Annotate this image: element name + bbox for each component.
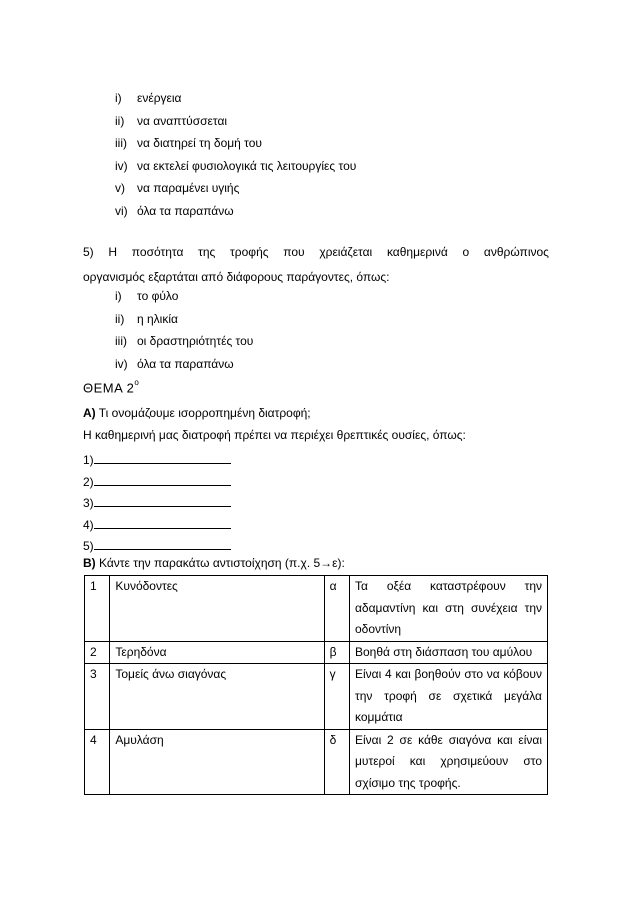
blank-number: 3) — [83, 496, 94, 511]
blank-number: 1) — [83, 453, 94, 467]
part-a-text: Τι ονομάζουμε ισορροπημένη διατροφή; — [98, 406, 311, 420]
table-row — [85, 664, 548, 730]
question-5-line-2: οργανισμός εξαρτάται από διάφορους παράγοντες, όπως: — [83, 270, 390, 284]
blank-answer-line — [83, 450, 231, 472]
question-word: καθημερινά — [386, 245, 448, 259]
heading-superscript: ο — [134, 378, 140, 387]
blank-answer-lines — [83, 450, 231, 558]
question-word: ο — [462, 245, 470, 259]
item-number: iv) — [115, 356, 128, 371]
row-letter: β — [324, 641, 349, 664]
question-word: ποσότητα — [131, 245, 184, 259]
row-description: Είναι 4 και βοηθούν στο να κόβουν την τροφή σε σχετικά μεγάλα κομμάτια — [349, 664, 547, 730]
item-text: οι δραστηριότητές του — [137, 334, 254, 349]
part-b-instruction — [83, 556, 345, 570]
item-number: iv) — [115, 158, 128, 173]
blank-number: 2) — [83, 474, 94, 489]
item-text: να παραμένει υγιής — [137, 181, 240, 196]
item-text: να διατηρεί τη δομή του — [137, 136, 262, 151]
item-number: vi) — [115, 203, 128, 218]
item-number: ii) — [115, 113, 125, 128]
item-text: ενέργεια — [137, 91, 182, 105]
row-letter: δ — [324, 729, 349, 795]
item-number: ii) — [115, 311, 125, 326]
row-number: 4 — [85, 729, 110, 795]
blank-underline — [94, 515, 231, 529]
question-word: τροφής — [230, 245, 269, 259]
item-text: το φύλο — [137, 289, 179, 303]
row-term: Αμυλάση — [110, 729, 324, 795]
part-b-label: Β) — [83, 556, 96, 570]
question-word: 5) — [83, 245, 94, 259]
row-letter: γ — [324, 664, 349, 730]
blank-underline — [94, 472, 231, 486]
question-word: της — [198, 245, 216, 259]
row-number: 3 — [85, 664, 110, 730]
row-term: Τερηδόνα — [110, 641, 324, 664]
question-word: Η — [108, 245, 118, 259]
blank-underline — [94, 493, 231, 507]
item-number: i) — [115, 91, 122, 105]
question-word: ανθρώπινος — [483, 245, 549, 259]
row-term: Κυνόδοντες — [110, 576, 324, 642]
blank-underline — [94, 450, 231, 464]
question-word: χρειάζεται — [319, 245, 373, 259]
row-number: 1 — [85, 576, 110, 642]
row-description: Είναι 2 σε κάθε σιαγόνα και είναι μυτεροί και χρησιμεύουν στο σχίσιμο της τροφής. — [349, 729, 547, 795]
row-number: 2 — [85, 641, 110, 664]
blank-number: 5) — [83, 539, 94, 554]
item-text: όλα τα παραπάνω — [137, 356, 234, 371]
matching-table — [84, 575, 548, 795]
item-text: η ηλικία — [137, 311, 178, 326]
nutrients-intro: Η καθημερινή μας διατροφή πρέπει να περιέχει θρεπτικές ουσίες, όπως: — [83, 428, 466, 442]
section-heading — [83, 380, 139, 395]
item-number: i) — [115, 289, 122, 303]
blank-answer-line — [83, 493, 231, 515]
table-row — [85, 641, 548, 664]
question-word: που — [283, 245, 305, 259]
item-text: να εκτελεί φυσιολογικά τις λειτουργίες του — [137, 158, 357, 173]
row-description: Τα οξέα καταστρέφουν την αδαμαντίνη και στη συνέχεια την οδοντίνη — [349, 576, 547, 642]
table-row — [85, 729, 548, 795]
part-a-question — [83, 406, 311, 420]
row-term: Τομείς άνω σιαγόνας — [110, 664, 324, 730]
part-a-label: Α) — [83, 406, 96, 420]
item-number: iii) — [115, 136, 127, 151]
blank-underline — [94, 536, 231, 550]
table-row — [85, 576, 548, 642]
heading-text: ΘΕΜΑ 2 — [83, 380, 135, 396]
item-text: όλα τα παραπάνω — [137, 203, 234, 218]
blank-number: 4) — [83, 517, 94, 532]
row-letter: α — [324, 576, 349, 642]
question-5-line-1 — [83, 240, 549, 265]
item-text: να αναπτύσσεται — [137, 113, 228, 128]
part-b-text: Κάντε την παρακάτω αντιστοίχηση (π.χ. 5→ε): — [99, 556, 345, 570]
blank-answer-line — [83, 536, 231, 558]
blank-answer-line — [83, 472, 231, 494]
question-5 — [83, 240, 549, 290]
item-number: iii) — [115, 334, 127, 349]
blank-answer-line — [83, 515, 231, 537]
item-number: v) — [115, 181, 125, 196]
row-description: Βοηθά στη διάσπαση του αμύλου — [349, 641, 547, 664]
